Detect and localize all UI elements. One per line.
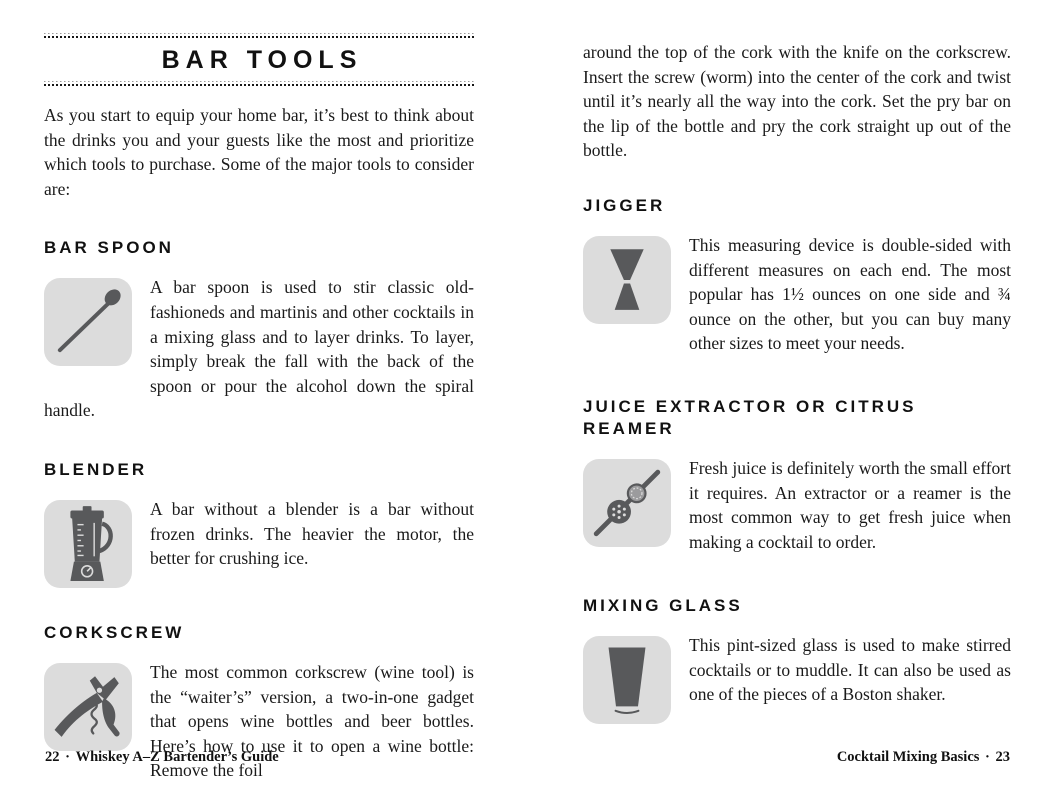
right-page-footer xyxy=(583,749,1011,766)
section-text: Fresh juice is definitely worth the small effort it requires. An extractor or a reamer is the most common way to get fresh juice when making a cocktail to order. xyxy=(689,457,1011,552)
page-number: 23 xyxy=(995,749,1010,765)
section-text: A bar spoon is used to stir classic old-fashioneds and martinis and other cocktails in a mixing glass and to layer drinks. To layer, simply break the fall with the back of the spoon or pour the alcohol down the spiral handle. xyxy=(44,277,474,421)
page-title: BAR TOOLS xyxy=(161,46,363,74)
bar-spoon-icon xyxy=(44,278,132,366)
section-juice-extractor xyxy=(583,396,1011,555)
section-text: A bar without a blender is a bar without frozen drinks. The heavier the motor, the better for crushing ice. xyxy=(150,498,474,569)
section-body xyxy=(44,275,474,423)
chapter-title-block xyxy=(44,33,474,86)
page-number: 22 xyxy=(45,749,60,765)
section-heading: CORKSCREW xyxy=(44,622,185,642)
section-bar-spoon xyxy=(44,237,474,423)
left-page xyxy=(44,0,474,800)
dotted-rule-bottom xyxy=(44,81,474,86)
section-jigger xyxy=(583,195,1011,356)
section-heading: JUICE EXTRACTOR OR CITRUS REAMER xyxy=(583,396,917,438)
intro-paragraph: As you start to equip your home bar, it’s best to think about the drinks you and your guests like the most and prioritize which tools to purchase. Some of the major tools to consider are: xyxy=(44,105,474,199)
section-heading: BLENDER xyxy=(44,459,148,479)
section-body xyxy=(44,497,474,596)
jigger-icon xyxy=(583,236,671,324)
juice-extractor-icon xyxy=(583,459,671,547)
right-page xyxy=(583,0,1011,800)
section-mixing-glass xyxy=(583,595,1011,732)
chapter-title: Cocktail Mixing Basics xyxy=(836,749,980,765)
section-heading: MIXING GLASS xyxy=(583,595,743,615)
section-body xyxy=(583,633,1011,732)
book-title: Whiskey A–Z Bartender’s Guide xyxy=(75,749,279,765)
footer-separator: · xyxy=(65,749,70,765)
footer-separator: · xyxy=(985,749,990,765)
section-heading: JIGGER xyxy=(583,195,666,215)
section-text: This pint-sized glass is used to make stirred cocktails or to muddle. It can also be used as one of the pieces of a Boston shaker. xyxy=(689,634,1011,705)
section-text: This measuring device is double-sided with different measures on each end. The most popular has 1½ ounces on one side and ¾ ounce on the other, but you can buy many other sizes to meet your needs. xyxy=(689,234,1011,354)
mixing-glass-icon xyxy=(583,636,671,724)
section-body xyxy=(583,233,1011,356)
section-blender xyxy=(44,459,474,596)
section-text: The most common corkscrew (wine tool) is the “waiter’s” version, a two-in-one gadget that opens wine bottles and beer bottles. Here’s how to use it to open a wine bottle: Remove the foil xyxy=(150,661,474,781)
section-heading: BAR SPOON xyxy=(44,238,174,258)
corkscrew-icon xyxy=(44,663,132,751)
continuation-paragraph: around the top of the cork with the knife on the corkscrew. Insert the screw (worm) into the center of the cork and twist until it’s nearly all the way into the cork. Set the pry bar on the lip of the bottle and pry the cork straight up out of the bottle. xyxy=(583,42,1011,161)
blender-icon xyxy=(44,500,132,588)
left-page-footer xyxy=(44,749,474,766)
section-body xyxy=(583,456,1011,555)
